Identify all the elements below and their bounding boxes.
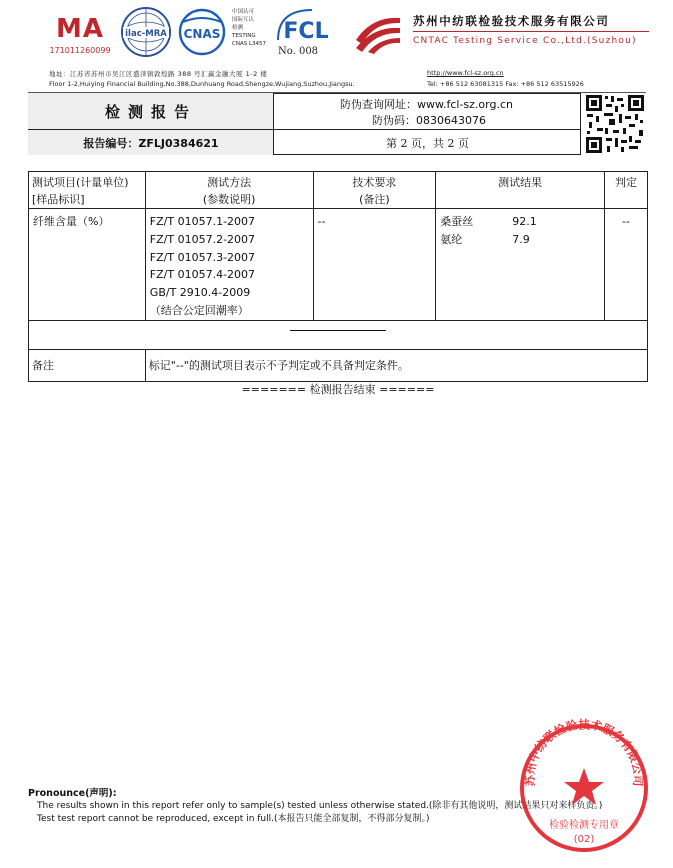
- report-end-line: ======= 检测报告结束 ======: [241, 383, 435, 396]
- table-header-row: [29, 172, 648, 209]
- cnas-text: CNAS: [183, 27, 221, 41]
- report-number-label: 报告编号：: [83, 137, 139, 150]
- header-judgement: 判定: [605, 172, 648, 209]
- method-line: FZ/T 01057.4-2007: [149, 268, 256, 282]
- verify-code: 防伪码：0830643076: [372, 114, 486, 127]
- tel-fax: Tel: +86 512 63081315 Fax: +86 512 63515926: [427, 80, 584, 88]
- address-en: Floor 1-2,Huiying Financial Building,No.388,Dunhuang Road,Shengze,Wujiang,Suzhou,Jiangsu.: [49, 80, 355, 88]
- cnas-side-line: TESTING: [232, 33, 256, 39]
- fcl-logo: [272, 6, 338, 62]
- header-test-item-line2: [样品标识]: [32, 193, 85, 206]
- method-line: GB/T 2910.4-2009: [149, 286, 251, 300]
- cnas-side-text: [232, 8, 272, 48]
- report-number: [28, 135, 274, 151]
- method-line: FZ/T 01057.1-2007: [149, 215, 256, 228]
- remark-label: 备注: [29, 349, 146, 381]
- fcl-number: No. 008: [278, 46, 319, 57]
- cnas-logo: [177, 8, 227, 56]
- ilac-text: ilac-MRA: [125, 29, 167, 39]
- separator-line: [290, 330, 386, 331]
- header-requirement-line2: (备注): [359, 193, 390, 206]
- seal-company-name: 苏州中纺联检验技术服务有限公司: [522, 717, 646, 787]
- result-fiber-value: 92.1: [512, 215, 537, 228]
- seal-star-icon: [564, 768, 604, 805]
- address-zh: 地址：江苏省苏州市吴江区盛泽镇敦煌路 388 号汇赢金融大厦 1-2 楼: [49, 70, 268, 78]
- cell-judgement: --: [605, 209, 648, 321]
- cell-results: [436, 209, 605, 321]
- report-title: 检测报告: [104, 103, 197, 121]
- seal-number: (02): [573, 834, 595, 845]
- separator-cell: [29, 320, 648, 349]
- report-number-value: ZFLJ0384621: [138, 137, 219, 150]
- header-test-item: [29, 172, 146, 209]
- table-separator-row: [29, 320, 648, 349]
- cma-number: 171011260099: [49, 46, 111, 55]
- table-row: [29, 209, 648, 321]
- cma-logo: [44, 8, 116, 58]
- result-item: [440, 231, 600, 249]
- company-name-en: CNTAC Testing Service Co.,Ltd.(Suzhou): [413, 36, 637, 46]
- cnas-side-line: 国际互认: [232, 17, 255, 23]
- fcl-mark: [272, 6, 338, 48]
- remark-row: [29, 349, 648, 381]
- header-requirement-line1: 技术要求: [352, 176, 397, 189]
- header-test-method-line2: (参数说明): [202, 193, 256, 206]
- remark-text: 标记"--"的测试项目表示不予判定或不具备判定条件。: [145, 349, 647, 381]
- seal-purpose: 检验检测专用章: [549, 820, 619, 831]
- header-test-method: [145, 172, 313, 209]
- qr-code-icon[interactable]: [585, 94, 645, 154]
- verify-url: 防伪查询网址：www.fcl-sz.org.cn: [340, 98, 513, 111]
- cell-test-item: 纤维含量（%）: [29, 209, 146, 321]
- cnas-side-line: 中国认可: [232, 9, 255, 15]
- website-link[interactable]: http://www.fcl-sz.org.cn: [427, 69, 504, 77]
- company-name-zh: 苏州中纺联检验技术服务有限公司: [413, 14, 610, 28]
- result-fiber-name: 氨纶: [440, 232, 463, 246]
- header-test-method-line1: 测试方法: [207, 176, 252, 189]
- method-note: （结合公定回潮率）: [149, 303, 249, 317]
- cntac-logo: [352, 10, 404, 54]
- pronounce-line-1: The results shown in this report refer only to sample(s) tested unless otherwise stated.(除非有其他说明，测试结果只对来样负责。): [37, 801, 603, 811]
- test-results-table: [28, 171, 648, 382]
- fcl-text: FCL: [283, 19, 329, 44]
- pronounce-title: Pronounce(声明):: [28, 788, 117, 799]
- method-line: FZ/T 01057.2-2007: [149, 232, 256, 246]
- company-divider: [413, 31, 649, 32]
- page-info: 第 2 页，共 2 页: [386, 137, 469, 150]
- result-fiber-name: 桑蚕丝: [440, 215, 474, 228]
- ilac-mra-logo: [120, 6, 172, 58]
- cell-requirement: --: [313, 209, 436, 321]
- header-result: 测试结果: [436, 172, 605, 209]
- cnas-side-line: CNAS L3457: [232, 41, 267, 47]
- cnas-side-line: 检测: [232, 25, 244, 31]
- cma-logo-text: MA: [56, 14, 104, 44]
- result-item: [440, 213, 600, 231]
- result-fiber-value: 7.9: [512, 232, 530, 246]
- pronounce-line-2: Test test report cannot be reproduced, except in full.(本报告只能全部复制，不得部分复制。): [37, 814, 430, 824]
- official-seal: [518, 716, 650, 856]
- header-requirement: [313, 172, 436, 209]
- header-test-item-line1: 测试项目(计量单位): [32, 176, 129, 189]
- method-line: FZ/T 01057.3-2007: [149, 250, 256, 264]
- cell-test-methods: [145, 209, 313, 321]
